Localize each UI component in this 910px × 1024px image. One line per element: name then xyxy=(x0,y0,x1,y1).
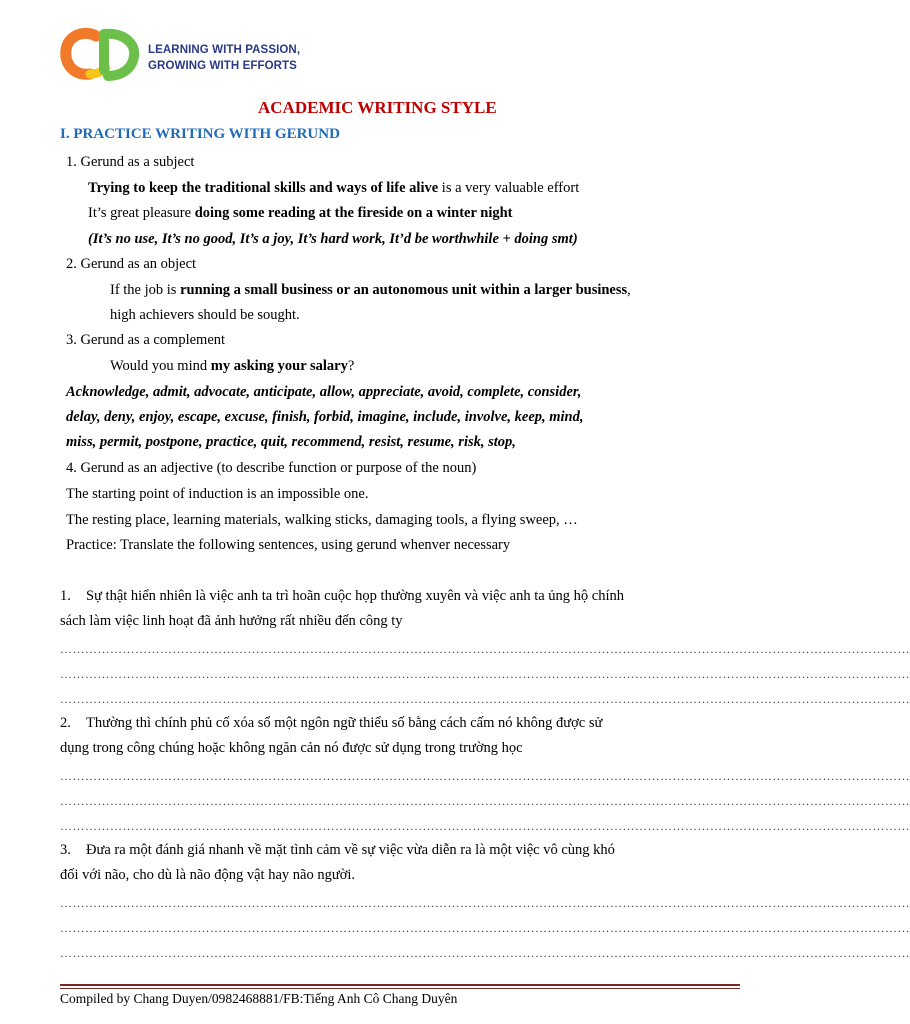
exercise-3-number: 3. xyxy=(60,842,71,858)
gerund-adjective-heading: 4. Gerund as an adjective (to describe function or purpose of the noun) xyxy=(66,460,477,476)
gerund-adjective-example-2: The resting place, learning materials, walking sticks, damaging tools, a flying sweep, … xyxy=(66,512,578,528)
exercise-1-line-2: sách làm việc linh hoạt đã ảnh hưởng rất nhiều đến công ty xyxy=(60,613,403,629)
example-text: If the job is xyxy=(110,282,181,298)
page-title: ACADEMIC WRITING STYLE xyxy=(258,98,497,117)
gerund-complement-example xyxy=(110,356,354,376)
gerund-subject-heading: 1. Gerund as a subject xyxy=(66,154,195,170)
cd-logo-icon xyxy=(60,26,142,84)
footer-credit: Compiled by Chang Duyen/0982468881/FB:Tiếng Anh Cô Chang Duyên xyxy=(60,991,458,1006)
exercise-2-line-2: dụng trong công chúng hoặc không ngăn cản nó được sử dụng trong trường học xyxy=(60,740,523,756)
verb-list-line-2: delay, deny, enjoy, escape, excuse, finish, forbid, imagine, include, involve, keep, mind, xyxy=(66,409,584,425)
gerund-subject-note: (It’s no use, It’s no good, It’s a joy, It’s hard work, It’d be worthwhile + doing smt) xyxy=(88,231,578,247)
answer-line[interactable]: …………………………………………………………………………………………………………………………………………………………………………………… xyxy=(60,769,910,783)
answer-line[interactable]: …………………………………………………………………………………………………………………………………………………………………………………… xyxy=(60,667,910,681)
answer-line[interactable]: …………………………………………………………………………………………………………………………………………………………………………………… xyxy=(60,794,910,808)
answer-line[interactable]: …………………………………………………………………………………………………………………………………………………………………………………… xyxy=(60,819,910,833)
example-text: is a very valuable effort xyxy=(438,180,580,196)
example-bold: doing some reading at the fireside on a winter night xyxy=(194,205,513,221)
gerund-object-example xyxy=(110,280,631,300)
gerund-adjective-example-1: The starting point of induction is an impossible one. xyxy=(66,486,369,502)
footer-divider-thin xyxy=(60,988,740,989)
answer-line[interactable]: …………………………………………………………………………………………………………………………………………………………………………………… xyxy=(60,692,910,706)
answer-line[interactable]: …………………………………………………………………………………………………………………………………………………………………………………… xyxy=(60,946,910,960)
example-text: , xyxy=(627,282,631,298)
example-text: ? xyxy=(347,358,355,374)
section-heading: I. PRACTICE WRITING WITH GERUND xyxy=(60,126,340,142)
answer-line[interactable]: …………………………………………………………………………………………………………………………………………………………………………………… xyxy=(60,921,910,935)
gerund-object-example-line2: high achievers should be sought. xyxy=(110,307,300,323)
exercise-1-number: 1. xyxy=(60,588,71,604)
gerund-subject-example-1 xyxy=(88,178,579,198)
answer-line[interactable]: …………………………………………………………………………………………………………………………………………………………………………………… xyxy=(60,642,910,656)
logo-tagline-line1: LEARNING WITH PASSION, xyxy=(148,44,301,56)
verb-list-line-3: miss, permit, postpone, practice, quit, recommend, resist, resume, risk, stop, xyxy=(66,434,516,450)
example-bold: running a small business or an autonomous unit within a larger business xyxy=(180,282,628,298)
logo xyxy=(60,26,142,84)
exercise-3-line-1: Đưa ra một đánh giá nhanh về mặt tình cảm về sự việc vừa diễn ra là một việc vô cùng khó xyxy=(86,842,615,858)
gerund-subject-example-2 xyxy=(88,203,513,223)
example-bold: Trying to keep the traditional skills and ways of life alive xyxy=(88,180,439,196)
exercise-2-number: 2. xyxy=(60,715,71,731)
footer-divider xyxy=(60,984,740,986)
gerund-complement-heading: 3. Gerund as a complement xyxy=(66,332,226,348)
exercise-3-line-2: đối với não, cho dù là não động vật hay não người. xyxy=(60,867,356,883)
answer-line[interactable]: …………………………………………………………………………………………………………………………………………………………………………………… xyxy=(60,896,910,910)
practice-instruction: Practice: Translate the following sentences, using gerund whenver necessary xyxy=(66,537,511,553)
example-bold: my asking your salary xyxy=(210,358,348,374)
example-text: Would you mind xyxy=(110,358,211,374)
verb-list-line-1: Acknowledge, admit, advocate, anticipate, allow, appreciate, avoid, complete, consider, xyxy=(66,384,582,400)
gerund-object-heading: 2. Gerund as an object xyxy=(66,256,197,272)
exercise-1-line-1: Sự thật hiển nhiên là việc anh ta trì hoãn cuộc họp thường xuyên và việc anh ta ủng hộ chính xyxy=(86,588,624,604)
logo-tagline-line2: GROWING WITH EFFORTS xyxy=(148,60,297,72)
exercise-2-line-1: Thường thì chính phủ cố xóa sổ một ngôn ngữ thiểu số bằng cách cấm nó không được sử xyxy=(86,715,603,731)
example-text: It’s great pleasure xyxy=(88,205,195,221)
